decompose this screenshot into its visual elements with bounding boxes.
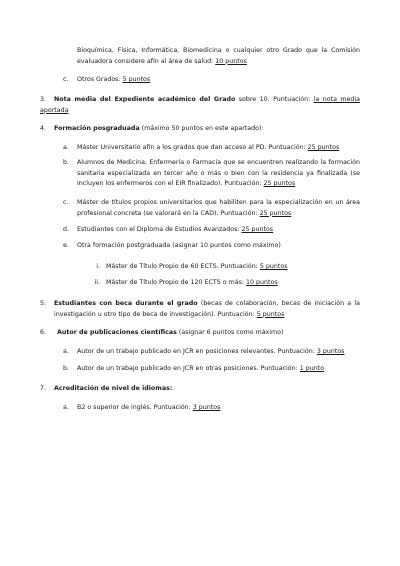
item-4a-marker: a. (63, 144, 69, 151)
section-3-title: Nota media del Expediente académico del Grado (54, 96, 236, 103)
section-7-title: Acreditación de nivel de idiomas: (54, 385, 173, 392)
item-4d-marker: d. (63, 226, 69, 233)
item-4e-marker: e. (63, 242, 69, 249)
item-3b-score: 10 puntos (215, 57, 247, 65)
item-6a-score: 3 puntos (316, 348, 345, 355)
item-4d (63, 225, 360, 236)
item-4e-ii (88, 278, 360, 289)
section-3-text: sobre 10. Puntuación: (235, 96, 314, 103)
item-4a-score: 25 puntos (307, 144, 340, 151)
section-5-text: (becas de colaboración, becas de iniciación a la investigación u otro tipo de beca de investigación). Puntuación: (54, 300, 360, 318)
section-6-text: (asignar 6 puntos como máximo) (176, 329, 284, 336)
item-6a-text: Autor de un trabajo publicado en JCR en posiciones relevantes. Puntuación: (77, 348, 317, 355)
item-7a-score: 3 puntos (192, 404, 221, 411)
item-4e-text: Otra formación postgraduada (asignar 10 puntos como máximo) (77, 242, 281, 249)
item-3b-continuation (77, 46, 360, 67)
section-5 (40, 299, 360, 320)
item-3c-score: 5 puntos (122, 76, 151, 83)
item-6a (63, 347, 360, 358)
section-4-title: Formación posgraduada (54, 125, 140, 132)
item-4d-score: 25 puntos (241, 226, 274, 233)
item-3c-marker: c. (63, 76, 69, 83)
item-3c (63, 75, 360, 86)
item-4b-text: Alumnos de Medicina, Enfermería o Farmacia que se encuentren realizando la formación sanitaria especializada en tercer año o más o bien con la residencia ya finalizada (se incluyen los enfermeros con el EIR finalizado). Puntuación: (77, 159, 360, 187)
item-4e-i-text: Máster de Título Propio de 60 ECTS. Puntuación: (106, 263, 260, 270)
section-6-title: Autor de publicaciones científicas (57, 329, 177, 336)
item-4b-marker: b. (63, 159, 69, 166)
item-4c-text: Máster de títulos propios universitarios que habiliten para la especialización en un área profesional concreta (se valorará en la CAD). Puntuación: (77, 199, 360, 217)
item-4e (63, 241, 360, 252)
item-3c-text: Otros Grados: (77, 76, 123, 83)
item-4e-i (88, 262, 360, 273)
item-6a-marker: a. (63, 348, 69, 355)
section-5-title: Estudiantes con beca durante el grado (54, 300, 198, 307)
item-4a-text: Máster Universitario afín a los grados que dan acceso al PD. Puntuación: (77, 144, 308, 151)
item-4b-score: 25 puntos (263, 180, 296, 187)
item-4c-score: 25 puntos (259, 209, 292, 217)
item-4e-ii-marker: ii. (94, 279, 100, 286)
item-4e-i-marker: i. (96, 263, 100, 270)
section-7 (40, 384, 360, 395)
item-4e-i-score: 5 puntos (259, 263, 288, 270)
item-4c-marker: c. (63, 199, 69, 206)
section-4-text: (máximo 50 puntos en este apartado): (139, 125, 264, 132)
item-6b (63, 364, 360, 375)
section-3-score: la nota media aportada (40, 96, 360, 114)
item-6b-text: Autor de un trabajo publicado en JCR en otras posiciones. Puntuación: (77, 365, 300, 372)
item-4e-ii-score: 10 puntos (246, 279, 278, 286)
item-4a (63, 143, 360, 154)
item-6b-marker: b. (63, 365, 69, 372)
section-3 (40, 95, 360, 116)
section-6-number: 6. (40, 329, 47, 336)
item-4e-ii-text: Máster de Título Propio de 120 ECTS o más: (106, 279, 246, 286)
item-7a (63, 403, 360, 414)
item-7a-marker: a. (63, 404, 69, 411)
item-4c (63, 198, 360, 219)
section-4-number: 4. (40, 125, 47, 132)
item-6b-score: 1 punto (299, 365, 325, 372)
section-5-number: 5. (40, 300, 47, 307)
section-5-score: 5 puntos (256, 310, 285, 318)
section-3-number: 3. (40, 96, 47, 103)
section-7-number: 7. (40, 385, 47, 392)
item-3b-text: Bioquímica, Física, Informática, Biomedicina o cualquier otro Grado que la Comisión evaluadora considere afín al área de salud: (77, 47, 360, 65)
item-7a-text: B2 o superior de inglés. Puntuación: (77, 404, 193, 411)
section-4 (40, 124, 360, 135)
item-4d-text: Estudiantes con el Diploma de Estudios Avanzados: (77, 226, 242, 233)
section-6 (40, 328, 360, 339)
item-4b (63, 158, 360, 190)
